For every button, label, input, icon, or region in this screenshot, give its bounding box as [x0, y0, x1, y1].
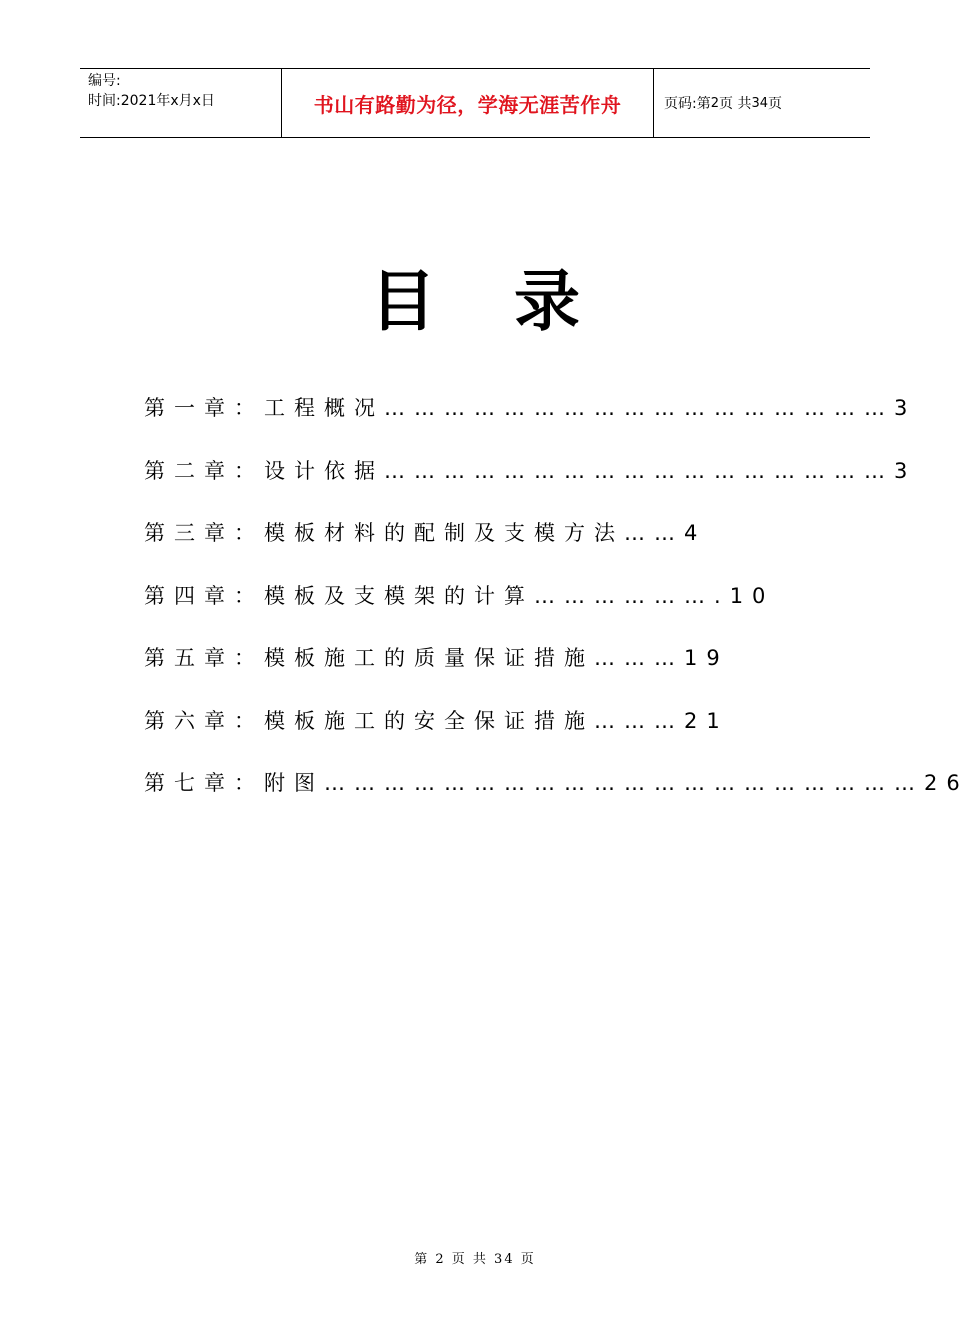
toc-item-leader: ……… [594, 708, 684, 733]
toc-item-label: 第七章：附图 [144, 771, 324, 795]
toc-item-leader: …………………………………………… [384, 396, 894, 420]
header-meta-cell [80, 69, 281, 137]
toc-item-leader: ………………. [534, 583, 730, 608]
title-char-1: 目 [370, 262, 436, 340]
page-header [80, 68, 870, 138]
toc-item[interactable] [144, 455, 917, 518]
time-label: 时间:2021年x月x日 [88, 93, 215, 109]
page-mid-label: 页 共 [719, 96, 752, 112]
page-number: 2 [710, 95, 719, 111]
toc-item-page: 10 [729, 583, 775, 608]
document-title [0, 248, 950, 343]
toc-item-label: 第五章：模板施工的质量保证措施 [144, 646, 594, 670]
toc-item-leader: …………………………………………… [384, 458, 894, 483]
toc-item-leader: ……… [594, 646, 684, 670]
toc-item-page: 3 [894, 396, 917, 420]
toc-item[interactable] [144, 392, 917, 455]
code-label: 编号: [88, 73, 121, 89]
toc-item-page: 4 [684, 521, 707, 545]
toc-item-page: 19 [684, 646, 729, 670]
header-page-cell [654, 69, 870, 137]
toc-item-page: 21 [684, 708, 729, 733]
table-of-contents [144, 392, 969, 830]
toc-item[interactable] [144, 580, 824, 643]
page-label: 页码:第 [664, 96, 711, 112]
toc-item-page: 26 [924, 771, 969, 795]
toc-item-label: 第二章：设计依据 [144, 458, 384, 483]
header-motto: 书山有路勤为径，学海无涯苦作舟 [313, 92, 622, 117]
toc-item-leader: …………………………………………………… [324, 771, 924, 795]
toc-item[interactable] [144, 517, 824, 580]
page-total: 34 [751, 95, 768, 111]
page-end-label: 页 [768, 96, 782, 112]
toc-item-label: 第三章：模板材料的配制及支模方法 [144, 521, 624, 545]
toc-item[interactable] [144, 705, 824, 768]
toc-item-label: 第六章：模板施工的安全保证措施 [144, 708, 594, 733]
toc-item-page: 3 [894, 458, 917, 483]
header-motto-cell [281, 69, 654, 137]
toc-item-label: 第四章：模板及支模架的计算 [144, 583, 534, 608]
toc-item[interactable] [144, 642, 824, 705]
page-footer: 第 2 页 共 34 页 [414, 1252, 536, 1267]
title-char-2: 录 [514, 262, 580, 340]
toc-item-leader: …… [624, 521, 684, 545]
toc-item-label: 第一章：工程概况 [144, 396, 384, 420]
toc-item[interactable] [144, 767, 969, 830]
